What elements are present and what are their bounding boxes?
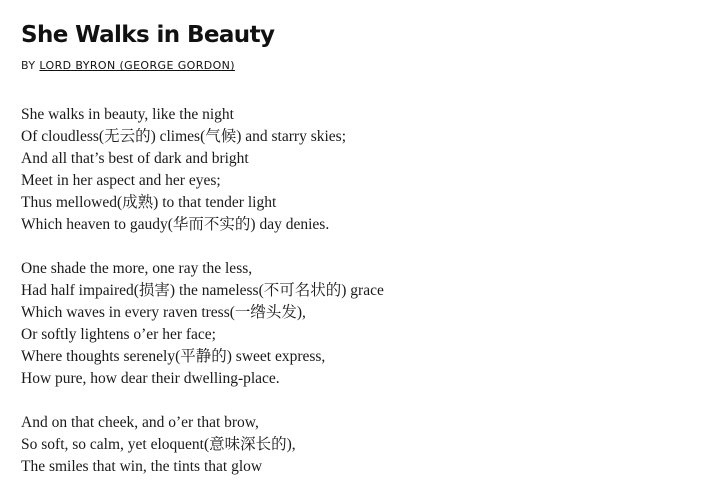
poem-line: Where thoughts serenely(平静的) sweet express,: [21, 348, 326, 365]
poem-line: How pure, how dear their dwelling-place.: [21, 370, 280, 387]
author-link[interactable]: LORD BYRON (GEORGE GORDON): [39, 59, 235, 72]
poem-line: One shade the more, one ray the less,: [21, 260, 253, 277]
poem-body: [21, 104, 681, 475]
poem-line: Of cloudless(无云的) climes(气候) and starry skies;: [21, 128, 347, 145]
poem-line: Which heaven to gaudy(华而不实的) day denies.: [21, 216, 330, 233]
poem-title: She Walks in Beauty: [21, 22, 275, 48]
poem-line: The smiles that win, the tints that glow: [21, 458, 263, 475]
poem-line: So soft, so calm, yet eloquent(意味深长的),: [21, 436, 296, 453]
poem-line: Had half impaired(损害) the nameless(不可名状的) grace: [21, 282, 384, 299]
poem-line: Or softly lightens o’er her face;: [21, 326, 216, 343]
poem-line: And on that cheek, and o’er that brow,: [21, 414, 259, 431]
poem-line: Thus mellowed(成熟) to that tender light: [21, 194, 277, 211]
poem-line: Which waves in every raven tress(一绺头发),: [21, 304, 306, 321]
poem-line: Meet in her aspect and her eyes;: [21, 172, 221, 189]
byline-prefix: BY: [21, 59, 36, 72]
stanza: [21, 104, 681, 236]
stanza: [21, 412, 681, 478]
poem-line: She walks in beauty, like the night: [21, 106, 234, 123]
poem-line: And all that’s best of dark and bright: [21, 150, 249, 167]
byline: [21, 58, 235, 74]
stanza: [21, 258, 681, 390]
